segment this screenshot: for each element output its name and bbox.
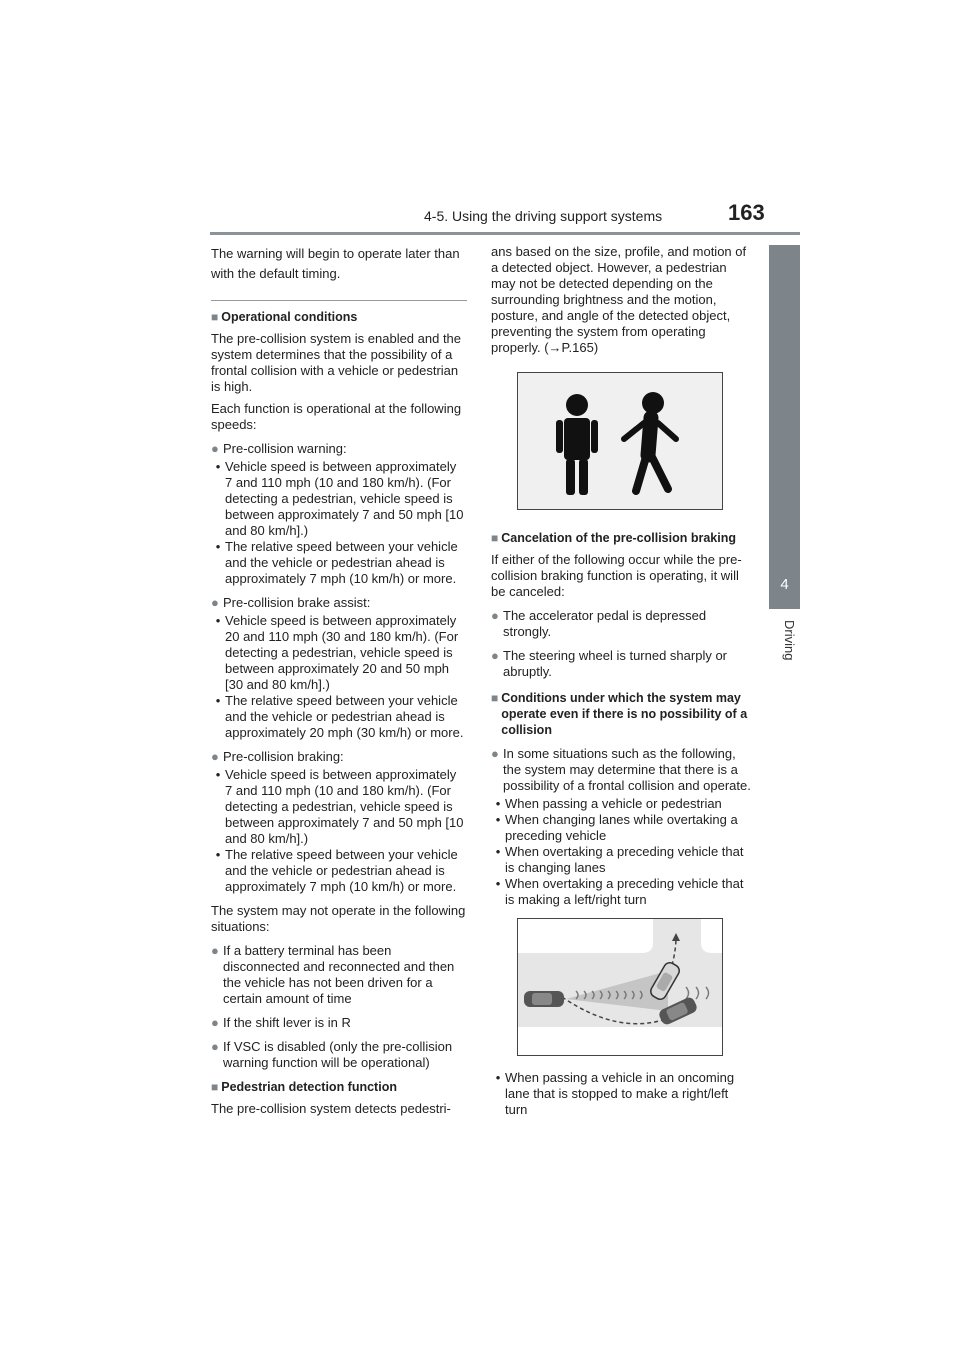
paragraph: The pre-collision system is enabled and the system determines that the possibility of a frontal collision with a vehicle or pedestrian is high. xyxy=(211,331,462,394)
heading-pedestrian: ■ Pedestrian detection function xyxy=(211,1080,397,1094)
sub-item: • When passing a vehicle or pedestrian xyxy=(495,796,722,811)
pedestrian-illustration xyxy=(517,372,723,510)
bullet-situation: ● If the shift lever is in R xyxy=(211,1015,351,1030)
intro-text: The warning will begin to operate later than with the default timing. xyxy=(211,246,460,281)
bullet-cancel: ● The steering wheel is turned sharply or abruptly. xyxy=(491,648,728,679)
bullet-warning: ● Pre-collision warning: xyxy=(211,441,347,456)
bullet-braking: ● Pre-collision braking: xyxy=(211,749,344,764)
left-column xyxy=(211,244,467,1123)
heading-conditions: ■ Conditions under which the system may operate even if there is no possibility of a collision xyxy=(491,691,748,737)
sub-item: • When passing a vehicle in an oncoming lane that is stopped to make a right/left turn xyxy=(495,1070,735,1117)
sub-item: • Vehicle speed is between approximately 20 and 110 mph (30 and 180 km/h). (For detecting a pedestrian, vehicle speed is between approximately 20 and 50 mph [30 and 80 km/h].) xyxy=(215,613,459,692)
circle-bullet-icon: ● xyxy=(211,595,219,610)
circle-bullet-icon: ● xyxy=(211,441,219,456)
paragraph: The pre-collision system detects pedestri- xyxy=(211,1101,451,1116)
sub-item: • Vehicle speed is between approximately 7 and 110 mph (10 and 180 km/h). (For detecting a pedestrian, vehicle speed is between approximately 7 and 50 mph [10 and 80 km/h].) xyxy=(215,767,464,846)
bullet-situation: ● If VSC is disabled (only the pre-collision warning function will be operational) xyxy=(211,1039,453,1070)
paragraph: ans based on the size, profile, and motion of a detected object. However, a pedestrian may not be detected depending on the surrounding brightness and the motion, posture, and angle of the detected object, preventing the system from operating properly. (→P.165) xyxy=(491,244,747,355)
circle-bullet-icon: ● xyxy=(211,749,219,764)
section-title: 4-5. Using the driving support systems xyxy=(424,208,663,224)
paragraph: If either of the following occur while the pre-collision braking function is operating, it will be canceled: xyxy=(491,552,742,599)
chapter-tab xyxy=(769,245,800,609)
heading-cancelation: ■ Cancelation of the pre-collision braking xyxy=(491,531,737,545)
square-icon: ■ xyxy=(491,531,499,545)
car-icon xyxy=(524,991,564,1007)
square-icon: ■ xyxy=(211,310,219,324)
heading-operational: ■ Operational conditions xyxy=(211,310,358,324)
sub-item: • Vehicle speed is between approximately 7 and 110 mph (10 and 180 km/h). (For detecting a pedestrian, vehicle speed is between approximately 7 and 50 mph [10 and 80 km/h].) xyxy=(215,459,464,538)
square-icon: ■ xyxy=(211,1080,219,1094)
sub-item: • The relative speed between your vehicle and the vehicle or pedestrian ahead is approximately 7 mph (10 km/h) or more. xyxy=(215,539,458,586)
circle-bullet-icon: ● xyxy=(211,943,219,958)
circle-bullet-icon: ● xyxy=(211,1039,219,1054)
bullet-brake-assist: ● Pre-collision brake assist: xyxy=(211,595,371,610)
bullet-cancel: ● The accelerator pedal is depressed strongly. xyxy=(491,608,707,639)
paragraph: Each function is operational at the following speeds: xyxy=(211,401,462,432)
circle-bullet-icon: ● xyxy=(491,608,499,623)
header-rule xyxy=(210,232,800,235)
chapter-number: 4 xyxy=(780,576,789,593)
sub-item: • When changing lanes while overtaking a preceding vehicle xyxy=(495,812,738,843)
circle-bullet-icon: ● xyxy=(491,746,499,761)
chapter-label: Driving xyxy=(782,620,797,661)
bullet-conditions: ● In some situations such as the following, the system may determine that there is a possibility of a frontal collision and operate. xyxy=(491,746,751,793)
right-column xyxy=(491,244,753,1118)
section-divider xyxy=(211,300,467,301)
circle-bullet-icon: ● xyxy=(211,1015,219,1030)
square-icon: ■ xyxy=(491,691,499,705)
overtaking-illustration xyxy=(517,918,723,1056)
paragraph: The system may not operate in the following situations: xyxy=(211,903,466,934)
circle-bullet-icon: ● xyxy=(491,648,499,663)
sub-item: • When overtaking a preceding vehicle that is making a left/right turn xyxy=(495,876,744,907)
sub-item: • When overtaking a preceding vehicle that is changing lanes xyxy=(495,844,744,875)
page-number: 163 xyxy=(728,200,765,225)
sub-item: • The relative speed between your vehicle and the vehicle or pedestrian ahead is approximately 7 mph (10 km/h) or more. xyxy=(215,847,458,894)
bullet-situation: ● If a battery terminal has been disconnected and reconnected and then the vehicle has not been driven for a certain amount of time xyxy=(211,943,455,1006)
sub-item: • The relative speed between your vehicle and the vehicle or pedestrian ahead is approximately 20 mph (30 km/h) or more. xyxy=(215,693,464,740)
